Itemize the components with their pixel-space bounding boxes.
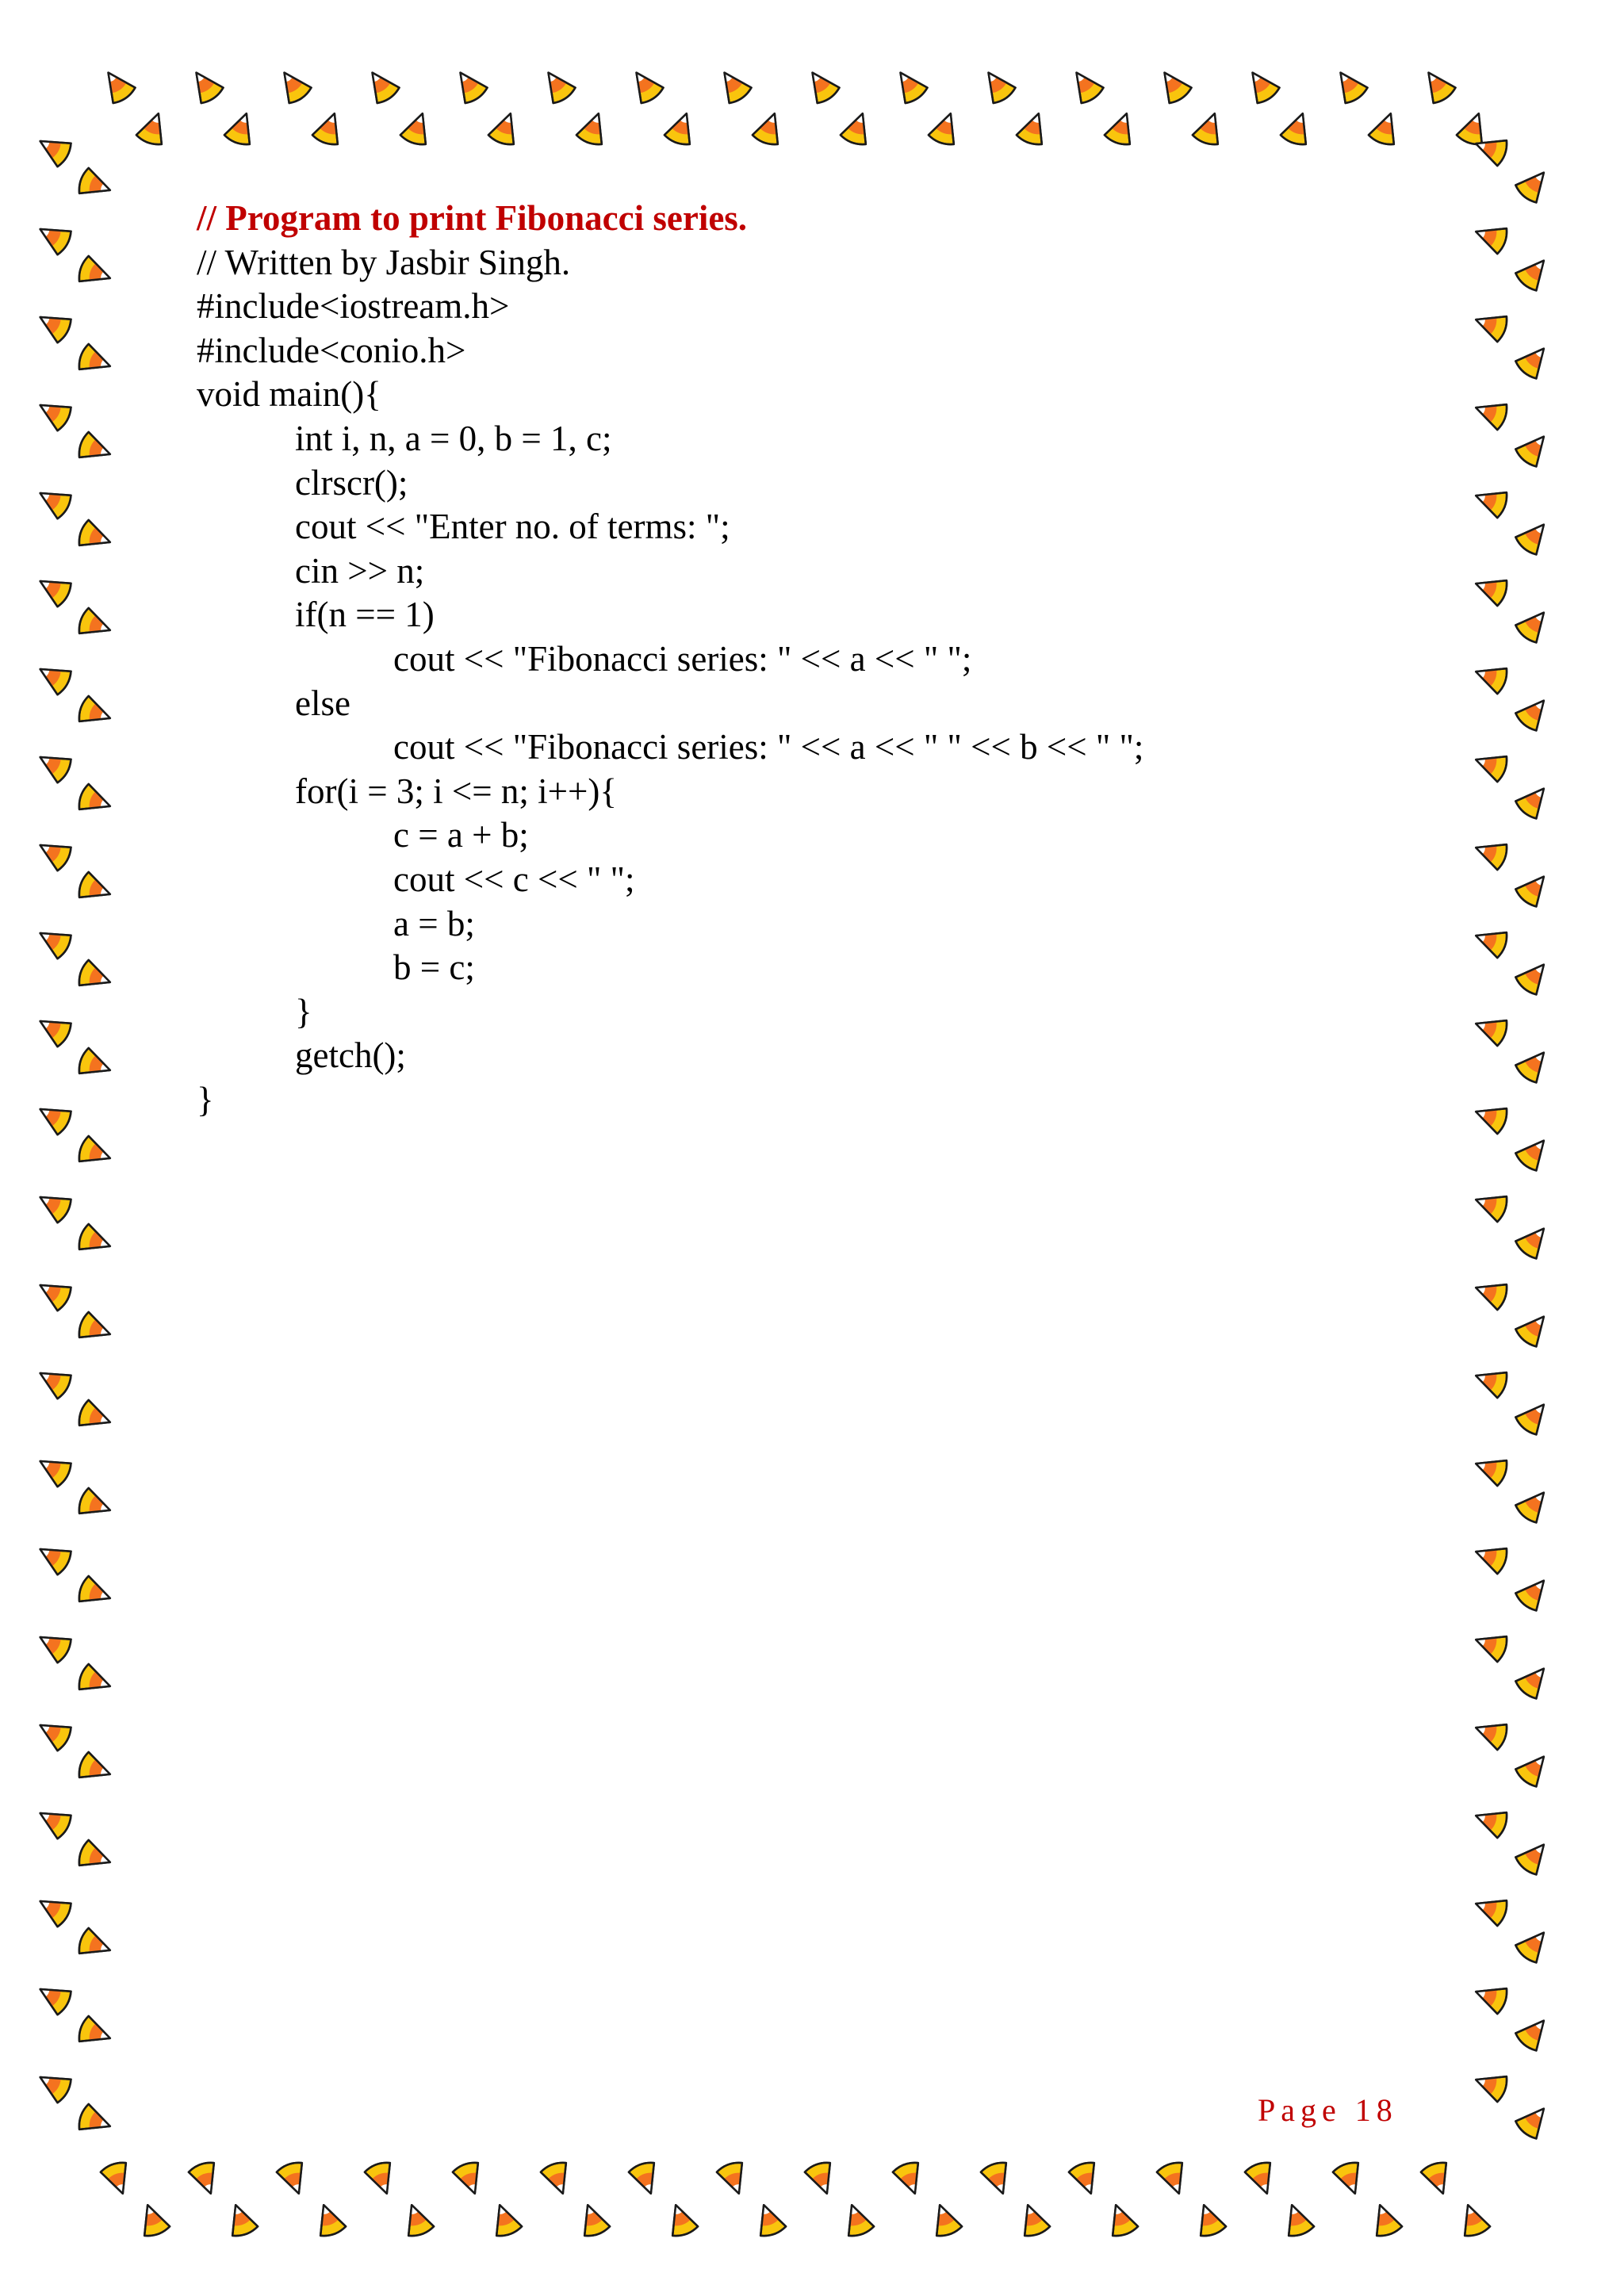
candy-corn-icon — [628, 2160, 664, 2198]
candy-corn-icon — [1279, 2200, 1315, 2238]
candy-corn-icon — [890, 65, 929, 105]
candy-corn-icon — [364, 2160, 400, 2198]
candy-corn-icon — [1471, 1891, 1509, 1927]
candy-corn-icon — [1514, 1572, 1554, 1613]
candy-corn-icon — [76, 871, 114, 907]
candy-corn-icon — [76, 431, 114, 467]
candy-corn-icon — [274, 65, 313, 105]
candy-corn-icon — [1191, 2200, 1227, 2238]
code-line: #include<iostream.h> — [197, 286, 510, 327]
candy-corn-icon — [1471, 1451, 1509, 1487]
candy-corn-icon — [1514, 1748, 1554, 1789]
candy-corn-icon — [1332, 2160, 1368, 2198]
candy-corn-icon — [840, 109, 875, 147]
candy-corn-icon — [76, 1311, 114, 1347]
candy-corn-icon — [1514, 780, 1554, 821]
candy-corn-icon — [33, 1097, 74, 1136]
candy-corn-icon — [276, 2160, 312, 2198]
candy-corn-icon — [1514, 604, 1554, 645]
candy-corn-icon — [223, 2200, 259, 2238]
candy-corn-icon — [33, 305, 74, 344]
candy-corn-icon — [362, 65, 401, 105]
code-line: cin >> n; — [295, 550, 425, 591]
candy-corn-icon — [186, 65, 225, 105]
candy-corn-icon — [839, 2200, 875, 2238]
candy-corn-icon — [452, 2160, 488, 2198]
candy-corn-icon — [1514, 1484, 1554, 1525]
code-line: else — [295, 683, 350, 723]
candy-corn-icon — [1514, 2100, 1554, 2141]
candy-corn-icon — [540, 2160, 576, 2198]
candy-corn-icon — [1015, 2200, 1051, 2238]
candy-corn-icon — [33, 481, 74, 520]
candy-corn-icon — [1514, 1836, 1554, 1877]
candy-corn-icon — [1244, 2160, 1280, 2198]
candy-corn-icon — [1471, 1803, 1509, 1839]
candy-corn-icon — [33, 1361, 74, 1400]
candy-corn-icon — [1066, 65, 1105, 105]
candy-corn-icon — [76, 1399, 114, 1435]
candy-corn-icon — [1471, 1187, 1509, 1223]
code-line: #include<conio.h> — [197, 330, 466, 370]
candy-corn-icon — [1418, 65, 1457, 105]
candy-corn-icon — [1016, 109, 1051, 147]
candy-corn-icon — [33, 1273, 74, 1312]
candy-corn-icon — [1514, 956, 1554, 997]
candy-corn-icon — [135, 2200, 170, 2238]
candy-corn-icon — [1471, 571, 1509, 607]
candy-corn-icon — [1367, 2200, 1403, 2238]
candy-corn-icon — [1103, 2200, 1139, 2238]
code-line: } — [295, 991, 312, 1031]
candy-corn-icon — [664, 109, 699, 147]
candy-corn-icon — [33, 1537, 74, 1576]
candy-corn-icon — [1514, 164, 1554, 205]
candy-corn-icon — [1514, 1660, 1554, 1701]
candy-corn-icon — [76, 255, 114, 291]
candy-corn-icon — [33, 1889, 74, 1928]
candy-corn-icon — [76, 167, 114, 203]
candy-corn-icon — [1471, 1539, 1509, 1575]
candy-corn-icon — [751, 2200, 787, 2238]
candy-corn-icon — [487, 2200, 523, 2238]
candy-corn-icon — [576, 109, 611, 147]
candy-corn-icon — [1471, 1011, 1509, 1047]
candy-corn-icon — [1514, 692, 1554, 733]
code-line: int i, n, a = 0, b = 1, c; — [295, 418, 612, 458]
candy-corn-icon — [1471, 1363, 1509, 1399]
candy-corn-icon — [33, 1625, 74, 1664]
candy-corn-icon — [1471, 835, 1509, 871]
candy-corn-icon — [76, 1223, 114, 1259]
candy-corn-icon — [1471, 747, 1509, 783]
candy-corn-icon — [1471, 2067, 1509, 2103]
candy-corn-icon — [714, 65, 753, 105]
code-line: b = c; — [393, 947, 475, 988]
code-listing — [197, 197, 1465, 1122]
candy-corn-icon — [575, 2200, 611, 2238]
code-line: cout << "Fibonacci series: " << a << " "; — [393, 638, 972, 679]
code-line: void main(){ — [197, 374, 381, 415]
candy-corn-icon — [33, 1185, 74, 1224]
candy-corn-icon — [33, 129, 74, 168]
candy-corn-icon — [1514, 868, 1554, 909]
candy-corn-icon — [1471, 923, 1509, 959]
candy-corn-icon — [892, 2160, 928, 2198]
candy-corn-icon — [1471, 1715, 1509, 1751]
candy-corn-icon — [450, 65, 489, 105]
code-line: a = b; — [393, 903, 475, 943]
code-line: clrscr(); — [295, 462, 408, 503]
candy-corn-icon — [100, 2160, 136, 2198]
candy-corn-icon — [400, 109, 435, 147]
candy-corn-icon — [76, 1927, 114, 1963]
candy-corn-icon — [136, 109, 171, 147]
candy-corn-icon — [752, 109, 787, 147]
candy-corn-icon — [312, 109, 347, 147]
candy-corn-icon — [76, 2103, 114, 2139]
candy-corn-icon — [1192, 109, 1228, 147]
code-line: cout << "Fibonacci series: " << a << " " << b << " "; — [393, 727, 1144, 767]
candy-corn-icon — [76, 1047, 114, 1083]
candy-corn-icon — [33, 1449, 74, 1488]
candy-corn-icon — [1514, 1308, 1554, 1349]
code-title: // Program to print Fibonacci series. — [197, 198, 748, 238]
candy-corn-icon — [33, 833, 74, 872]
candy-corn-icon — [399, 2200, 435, 2238]
code-line: cout << "Enter no. of terms: "; — [295, 507, 730, 547]
candy-corn-icon — [76, 1487, 114, 1523]
candy-corn-icon — [33, 393, 74, 432]
page-number: Page 18 — [1258, 2092, 1398, 2128]
candy-corn-icon — [1068, 2160, 1104, 2198]
candy-corn-icon — [928, 109, 963, 147]
candy-corn-icon — [33, 1977, 74, 2016]
candy-corn-icon — [76, 519, 114, 555]
candy-corn-icon — [716, 2160, 752, 2198]
code-line: c = a + b; — [393, 815, 529, 855]
candy-corn-icon — [33, 657, 74, 696]
candy-corn-icon — [1471, 1099, 1509, 1135]
candy-corn-icon — [1514, 252, 1554, 293]
candy-corn-icon — [76, 1839, 114, 1875]
code-line: if(n == 1) — [295, 595, 435, 635]
candy-corn-icon — [76, 783, 114, 819]
candy-corn-icon — [980, 2160, 1016, 2198]
candy-corn-icon — [1330, 65, 1369, 105]
candy-corn-icon — [311, 2200, 347, 2238]
candy-corn-icon — [1514, 1924, 1554, 1965]
candy-corn-icon — [76, 695, 114, 731]
candy-corn-icon — [33, 217, 74, 256]
candy-corn-icon — [33, 1801, 74, 1840]
candy-corn-icon — [33, 1009, 74, 1048]
candy-corn-icon — [1514, 1220, 1554, 1261]
candy-corn-icon — [663, 2200, 699, 2238]
candy-corn-icon — [1514, 1044, 1554, 1085]
candy-corn-icon — [1514, 2012, 1554, 2053]
candy-corn-icon — [1514, 340, 1554, 381]
code-line: cout << c << " "; — [393, 859, 635, 899]
candy-corn-icon — [1471, 483, 1509, 519]
candy-corn-icon — [33, 569, 74, 608]
candy-corn-icon — [76, 607, 114, 643]
candy-corn-icon — [488, 109, 523, 147]
candy-corn-icon — [33, 921, 74, 960]
candy-corn-icon — [1154, 65, 1193, 105]
candy-corn-icon — [802, 65, 841, 105]
candy-corn-icon — [76, 959, 114, 995]
candy-corn-icon — [98, 65, 137, 105]
candy-corn-icon — [927, 2200, 963, 2238]
candy-corn-icon — [804, 2160, 840, 2198]
candy-corn-icon — [1242, 65, 1281, 105]
candy-corn-icon — [1368, 109, 1404, 147]
candy-corn-icon — [1471, 1627, 1509, 1663]
candy-corn-icon — [1514, 1396, 1554, 1437]
candy-corn-icon — [538, 65, 577, 105]
candy-corn-icon — [33, 745, 74, 784]
candy-corn-icon — [1471, 395, 1509, 430]
candy-corn-icon — [1514, 1132, 1554, 1173]
candy-corn-icon — [1471, 1275, 1509, 1311]
candy-corn-icon — [224, 109, 259, 147]
candy-corn-icon — [1471, 659, 1509, 695]
candy-corn-icon — [1471, 1979, 1509, 2015]
candy-corn-icon — [76, 2015, 114, 2051]
candy-corn-icon — [1471, 307, 1509, 342]
candy-corn-icon — [76, 1751, 114, 1787]
candy-corn-icon — [1455, 2200, 1491, 2238]
code-line: } — [197, 1079, 214, 1119]
candy-corn-icon — [188, 2160, 224, 2198]
candy-corn-icon — [76, 343, 114, 379]
candy-corn-icon — [978, 65, 1017, 105]
code-line: for(i = 3; i <= n; i++){ — [295, 771, 617, 811]
candy-corn-icon — [76, 1135, 114, 1171]
candy-corn-icon — [76, 1663, 114, 1699]
candy-corn-icon — [1456, 109, 1492, 147]
code-line: // Written by Jasbir Singh. — [197, 242, 571, 282]
candy-corn-icon — [33, 1713, 74, 1752]
candy-corn-icon — [1104, 109, 1139, 147]
candy-corn-icon — [1514, 516, 1554, 557]
candy-corn-icon — [1514, 428, 1554, 469]
candy-corn-icon — [1471, 219, 1509, 254]
candy-corn-icon — [33, 2065, 74, 2104]
candy-corn-icon — [1420, 2160, 1456, 2198]
code-line: getch(); — [295, 1035, 406, 1076]
candy-corn-icon — [1156, 2160, 1192, 2198]
candy-corn-icon — [1280, 109, 1316, 147]
candy-corn-icon — [76, 1575, 114, 1611]
candy-corn-icon — [626, 65, 665, 105]
